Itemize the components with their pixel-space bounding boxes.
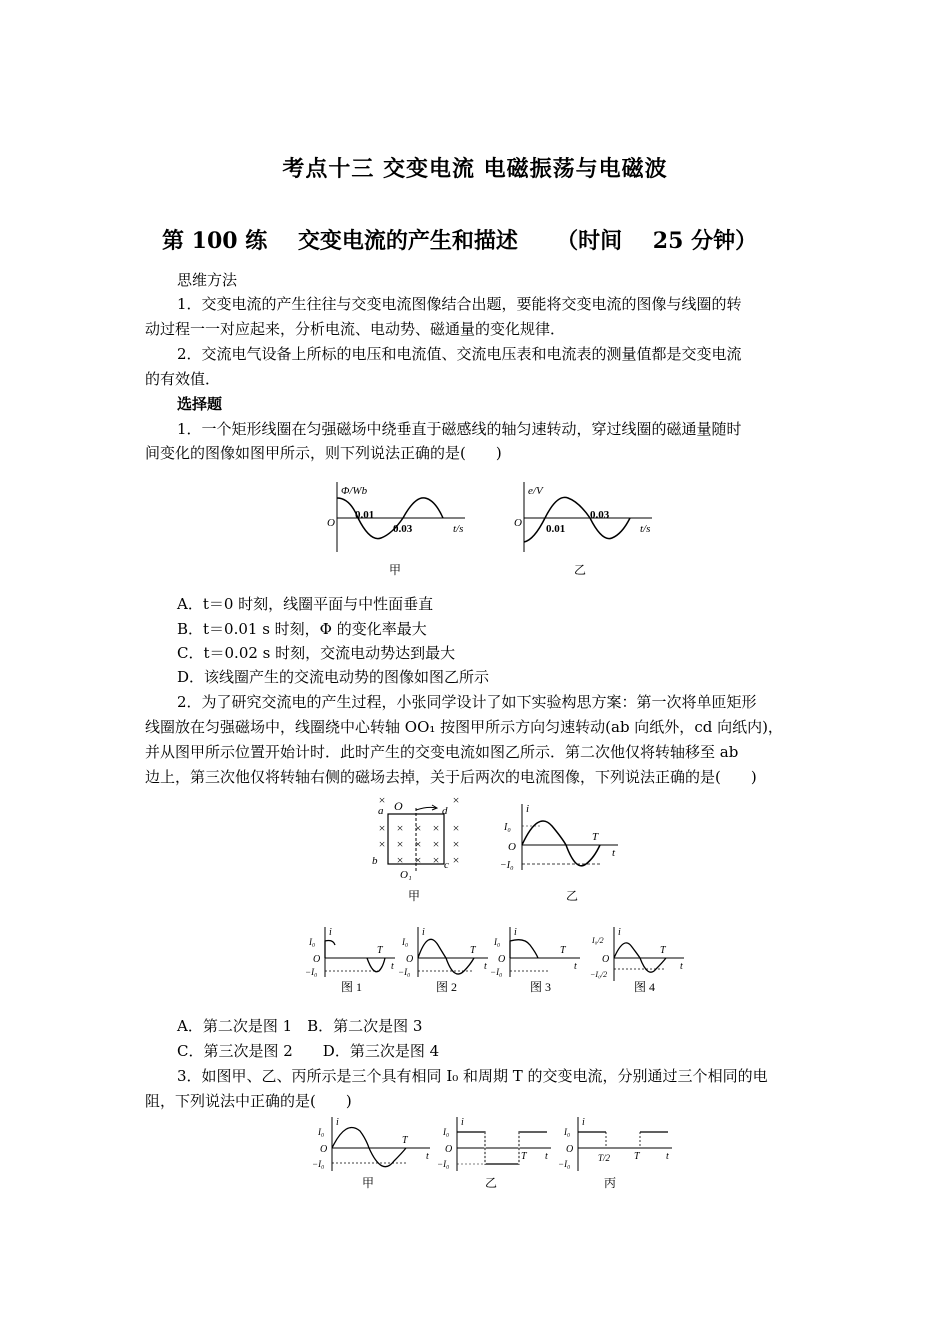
q2a-label-d: d — [442, 805, 448, 817]
q1a-caption: 甲 — [389, 563, 402, 577]
field-cross-mark: × — [414, 853, 422, 867]
g2-bottom: −I₀ — [398, 967, 411, 977]
q3a-i0: I₀ — [318, 1127, 325, 1137]
g4-t: t — [680, 961, 683, 972]
q2b-caption: 乙 — [566, 889, 579, 903]
q1a-tick-1: 0.01 — [355, 509, 375, 521]
g2-top: I₀ — [402, 937, 409, 947]
field-cross-mark: × — [452, 821, 460, 835]
q3c-o: O — [566, 1144, 574, 1155]
g3-t: t — [574, 961, 577, 972]
method-paragraph-2: 2．交流电气设备上所标的电压和电流值、交流电压表和电流表的测量值都是交变电流 — [177, 345, 742, 363]
q2-options-row-2: C．第三次是图 2 D．第三次是图 4 — [177, 1042, 440, 1060]
q2b-i: i — [526, 803, 530, 815]
q3a-period: T — [402, 1135, 408, 1146]
q1-option-d: D．该线圈产生的交流电动势的图像如图乙所示 — [177, 668, 490, 686]
g3-period: T — [560, 945, 566, 956]
q2-stem-cont-2: 并从图甲所示位置开始计时．此时产生的交变电流如图乙所示．第二次他仅将转轴移至 ab — [145, 743, 739, 761]
q3b-caption: 乙 — [485, 1176, 498, 1190]
q3b-i0: I₀ — [443, 1127, 450, 1137]
method-paragraph-1: 1．交变电流的产生往往与交变电流图像结合出题，要能将交变电流的图像与线圈的转 — [177, 295, 742, 313]
q2b-o: O — [508, 841, 516, 853]
g1-period: T — [377, 945, 383, 956]
q2-graph-1 — [305, 925, 400, 997]
q1b-origin: O — [514, 517, 522, 529]
q2a-label-o: O — [394, 799, 403, 813]
field-cross-mark: × — [378, 837, 386, 851]
q1b-tick-1: 0.01 — [546, 523, 566, 535]
g3-bottom: −I₀ — [490, 967, 503, 977]
field-cross-mark: × — [378, 793, 386, 807]
field-cross-mark: × — [432, 821, 440, 835]
field-cross-mark: × — [396, 837, 404, 851]
field-cross-mark: × — [452, 793, 460, 807]
g1-top: I₀ — [309, 937, 316, 947]
field-cross-mark: × — [414, 821, 422, 835]
q3b-period: T — [521, 1151, 527, 1162]
g1-t: t — [391, 961, 394, 972]
q1-figure-b — [512, 478, 662, 578]
q1-option-b: B．t＝0.01 s 时刻，Φ 的变化率最大 — [177, 620, 427, 638]
q2-options-row-1: A．第二次是图 1 B．第二次是图 3 — [177, 1017, 423, 1035]
field-cross-mark: × — [396, 853, 404, 867]
q3a-i: i — [336, 1117, 339, 1128]
method-paragraph-1-cont: 动过程一一对应起来，分析电流、电动势、磁通量的变化规律． — [145, 320, 566, 338]
q1-stem: 1．一个矩形线圈在匀强磁场中绕垂直于磁感线的轴匀速转动，穿过线圈的磁通量随时 — [177, 420, 742, 438]
q3c-i: i — [582, 1117, 585, 1128]
g4-caption: 图 4 — [634, 980, 656, 994]
q1b-caption: 乙 — [574, 563, 587, 577]
q2a-label-o1: O₁ — [400, 869, 412, 881]
g2-caption: 图 2 — [436, 980, 458, 994]
field-cross-mark: × — [452, 853, 460, 867]
g4-bottom: −I₀/2 — [590, 970, 608, 979]
q1-option-c: C．t＝0.02 s 时刻，交流电动势达到最大 — [177, 644, 456, 662]
method-paragraph-2-cont: 的有效值． — [145, 370, 221, 388]
q1b-ylabel: e/V — [528, 485, 543, 497]
g4-i: i — [618, 927, 621, 938]
q3a-caption: 甲 — [362, 1176, 375, 1190]
q2a-label-c: c — [444, 859, 449, 871]
q2-stem-cont-3: 边上，第三次他仅将转轴右侧的磁场去掉，关于后两次的电流图像，下列说法正确的是( ) — [145, 768, 757, 786]
q2-stem-cont-1: 线圈放在匀强磁场中，线圈绕中心转轴 OO₁ 按图甲所示方向匀速转动(ab 向纸外，cd 向纸内)， — [145, 718, 783, 736]
g1-bottom: −I₀ — [305, 967, 318, 977]
field-cross-mark: × — [432, 853, 440, 867]
q3c-half-period: T/2 — [598, 1153, 611, 1163]
q2-figure-a — [368, 792, 468, 907]
q3b-o: O — [445, 1144, 453, 1155]
q2b-t-axis: t — [612, 847, 616, 859]
field-cross-mark: × — [452, 837, 460, 851]
q2b-neg-i0: −I₀ — [500, 860, 514, 871]
exercise-title: 第 100 练 交变电流的产生和描述 （时间 25 分钟） — [162, 228, 758, 254]
q2a-label-b: b — [372, 855, 378, 867]
q1a-tick-2: 0.03 — [393, 523, 413, 535]
g2-o: O — [406, 954, 414, 965]
q2a-caption: 甲 — [408, 889, 421, 903]
q1-option-a: A．t＝0 时刻，线圈平面与中性面垂直 — [177, 595, 434, 613]
q3c-caption: 丙 — [604, 1176, 617, 1190]
q3c-period: T — [634, 1151, 640, 1162]
q2-graph-2 — [398, 925, 493, 997]
g3-caption: 图 3 — [530, 980, 552, 994]
q3a-neg-i0: −I₀ — [312, 1159, 325, 1169]
g3-top: I₀ — [494, 937, 501, 947]
g3-i: i — [514, 927, 517, 938]
q3-stem: 3．如图甲、乙、丙所示是三个具有相同 I₀ 和周期 T 的交变电流，分别通过三个相同的电 — [177, 1067, 768, 1085]
field-cross-mark: × — [396, 821, 404, 835]
g1-o: O — [313, 954, 321, 965]
q3c-t: t — [666, 1151, 669, 1162]
q3-stem-cont: 阻，下列说法中正确的是( ) — [145, 1092, 352, 1110]
q3a-o: O — [320, 1144, 328, 1155]
section-heading: 选择题 — [177, 395, 223, 413]
q1a-origin: O — [327, 517, 335, 529]
q1b-tick-2: 0.03 — [590, 509, 610, 521]
q2-stem: 2．为了研究交流电的产生过程，小张同学设计了如下实验构思方案：第一次将单匝矩形 — [177, 693, 757, 711]
chapter-title: 考点十三 交变电流 电磁振荡与电磁波 — [282, 156, 668, 182]
q2b-i0: I₀ — [504, 822, 511, 833]
field-cross-mark: × — [432, 837, 440, 851]
g1-caption: 图 1 — [341, 980, 363, 994]
g4-o: O — [602, 954, 610, 965]
q3-graph-a — [312, 1115, 437, 1195]
q3b-t: t — [545, 1151, 548, 1162]
q1-figure-a — [325, 478, 475, 578]
g3-o: O — [498, 954, 506, 965]
field-cross-mark: × — [414, 837, 422, 851]
g2-i: i — [422, 927, 425, 938]
q3-graph-b — [437, 1115, 557, 1195]
q3c-neg-i0: −I₀ — [558, 1159, 571, 1169]
method-heading: 思维方法 — [177, 271, 238, 289]
g4-top: I₀/2 — [592, 936, 604, 945]
q1-stem-cont: 间变化的图像如图甲所示，则下列说法正确的是( ) — [145, 444, 502, 462]
field-cross-mark: × — [378, 821, 386, 835]
q2-graph-4 — [590, 925, 690, 997]
q1a-ylabel: Φ/Wb — [341, 485, 368, 497]
q2b-t-period: T — [592, 831, 599, 843]
q3a-t: t — [426, 1151, 429, 1162]
q1b-xlabel: t/s — [640, 523, 651, 535]
q3-graph-c — [558, 1115, 678, 1195]
g2-period: T — [470, 945, 476, 956]
g1-i: i — [329, 927, 332, 938]
g4-period: T — [660, 945, 666, 956]
q2-graph-3 — [490, 925, 585, 997]
q3c-i0: I₀ — [564, 1127, 571, 1137]
g2-t: t — [484, 961, 487, 972]
q3b-i: i — [461, 1117, 464, 1128]
q3b-neg-i0: −I₀ — [437, 1159, 450, 1169]
q2-figure-b — [500, 800, 625, 905]
q2a-label-a: a — [378, 805, 384, 817]
q1a-xlabel: t/s — [453, 523, 464, 535]
